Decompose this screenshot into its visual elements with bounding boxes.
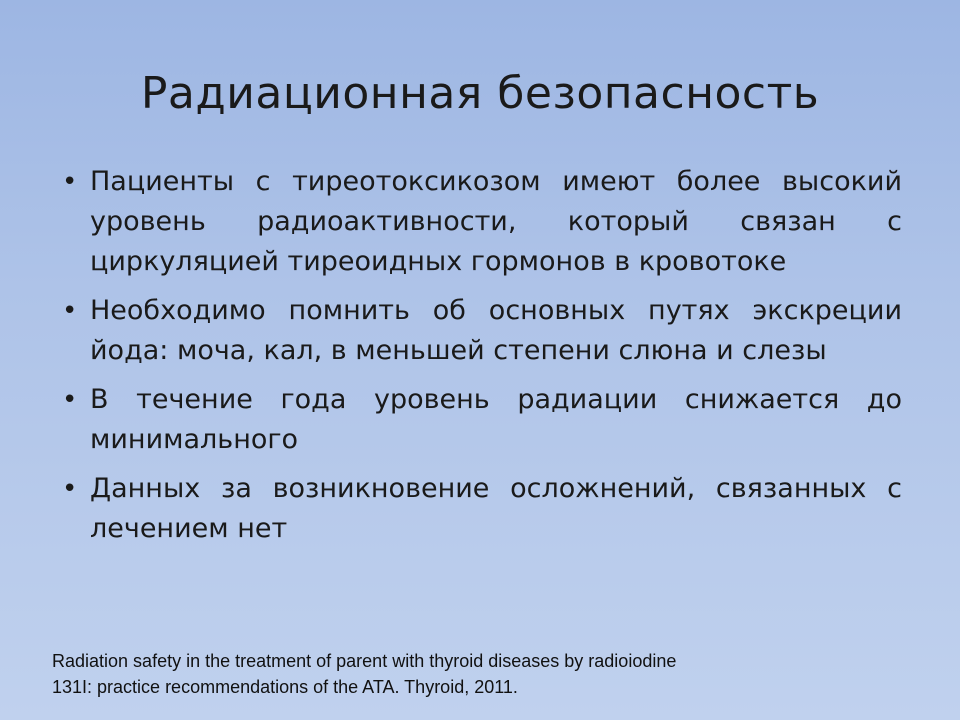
bullet-text: В течение года уровень радиации снижается до минимального xyxy=(90,384,902,455)
bullet-item xyxy=(62,469,902,549)
bullet-item xyxy=(62,162,902,282)
slide-title: Радиационная безопасность xyxy=(140,68,820,119)
bullet-dot: • xyxy=(62,385,78,415)
reference-line: 131I: practice recommendations of the ATA. Thyroid, 2011. xyxy=(52,677,518,697)
bullet-text: Данных за возникновение осложнений, связанных с лечением нет xyxy=(90,473,902,544)
bullet-text: Пациенты с тиреотоксикозом имеют более высокий уровень радиоактивности, который связан с циркуляцией тиреоидных гормонов в кровотоке xyxy=(90,166,902,277)
bullet-item xyxy=(62,291,902,371)
bullet-item xyxy=(62,380,902,460)
bullet-dot: • xyxy=(62,474,78,504)
reference-citation xyxy=(52,648,932,700)
bullet-dot: • xyxy=(62,296,78,326)
reference-line: Radiation safety in the treatment of parent with thyroid diseases by radioiodine xyxy=(52,651,677,671)
bullet-list xyxy=(62,162,902,558)
bullet-dot: • xyxy=(62,167,78,197)
bullet-text: Необходимо помнить об основных путях экскреции йода: моча, кал, в меньшей степени слюна и слезы xyxy=(90,295,902,366)
